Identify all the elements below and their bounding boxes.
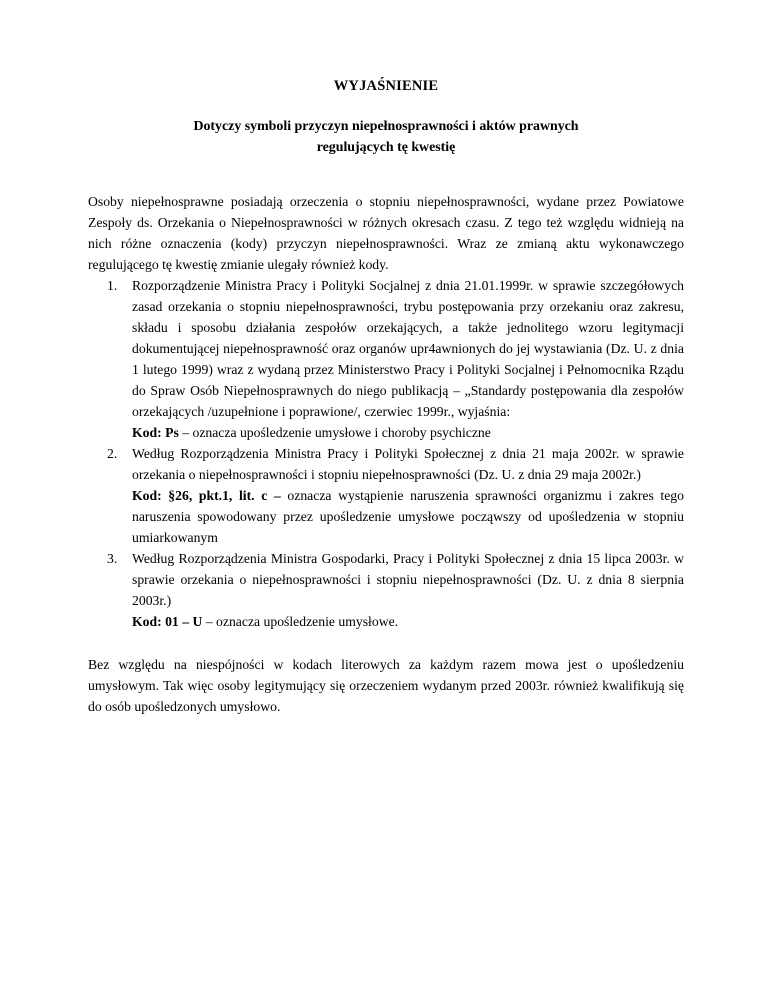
code-line	[132, 485, 684, 548]
list-item-body	[132, 275, 684, 443]
page-title: WYJAŚNIENIE	[333, 78, 439, 94]
code-label: Kod: Ps	[132, 425, 179, 440]
subtitle-line-1: Dotyczy symboli przyczyn niepełnosprawności i aktów prawnych	[193, 119, 579, 134]
list-item-number: 3.	[107, 551, 118, 566]
list-item-regulation-1999	[107, 275, 684, 443]
intro-paragraph: Osoby niepełnosprawne posiadają orzeczenia o stopniu niepełnosprawności, wydane przez Powiatowe Zespoły ds. Orzekania o Niepełnosprawności w różnych okresach czasu. Z tego też względu widnieją na nich różne oznaczenia (kody) przyczyn niepełnosprawności. Wraz ze zmianą aktu wykonawczego regulującego tę kwestię zmianie ulegały również kody.	[88, 194, 684, 272]
list-item-number: 2.	[107, 446, 118, 461]
list-item-body	[132, 443, 684, 548]
list-item-text: Rozporządzenie Ministra Pracy i Polityki Socjalnej z dnia 21.01.1999r. w sprawie szczegółowych zasad orzekania o stopniu niepełnosprawności, trybu postępowania przy orzekaniu oraz zakresu, składu i sposobu działania zespołów orzekających, a także jednolitego wzoru legitymacji dokumentującej niepełnosprawność oraz organów upr4awnionych do jej wystawiania (Dz. U. z dnia 1 lutego 1999) wraz z wydaną przez Ministerstwo Pracy i Polityki Socjalnej i Pełnomocnika Rządu do Spraw Osób Niepełnosprawnych do niego publikacją – „Standardy postępowania dla zespołów orzekających /uzupełnione i poprawione/, czerwiec 1999r., wyjaśnia:	[132, 278, 684, 419]
list-item-text: Według Rozporządzenia Ministra Gospodarki, Pracy i Polityki Społecznej z dnia 15 lipca 2003r. w sprawie orzekania o niepełnosprawności i stopniu niepełnosprawności (Dz. U. z dnia 8 sierpnia 2003r.)	[132, 551, 684, 608]
list-item-regulation-2002	[107, 443, 684, 548]
code-line	[132, 611, 684, 632]
outro-paragraph: Bez względu na niespójności w kodach literowych za każdym razem mowa jest o upośledzeniu umysłowym. Tak więc osoby legitymujący się orzeczeniem wydanym przed 2003r. również kwalifikują się do osób upośledzonych umysłowo.	[88, 657, 684, 714]
code-description: – oznacza upośledzenie umysłowe i choroby psychiczne	[178, 425, 491, 440]
subtitle-line-2: regulujących tę kwestię	[316, 140, 456, 155]
code-label: Kod: 01 – U	[132, 614, 203, 629]
code-description: – oznacza upośledzenie umysłowe.	[202, 614, 399, 629]
list-item-text: Według Rozporządzenia Ministra Pracy i Polityki Społecznej z dnia 21 maja 2002r. w sprawie orzekania o niepełnosprawności i stopniu niepełnosprawności (Dz. U. z dnia 29 maja 2002r.)	[132, 446, 684, 482]
code-line	[132, 422, 684, 443]
code-description: oznacza wystąpienie naruszenia sprawności organizmu i zakres tego naruszenia spowodowany przez upośledzenie umysłowe począwszy od upośledzenia w stopniu umiarkowanym	[132, 488, 684, 545]
list-item-number: 1.	[107, 278, 118, 293]
list-item-regulation-2003	[107, 548, 684, 632]
list-item-body	[132, 548, 684, 632]
page-subtitle	[88, 116, 684, 158]
legal-acts-list	[88, 275, 684, 632]
code-label: Kod: §26, pkt.1, lit. c –	[132, 488, 281, 503]
